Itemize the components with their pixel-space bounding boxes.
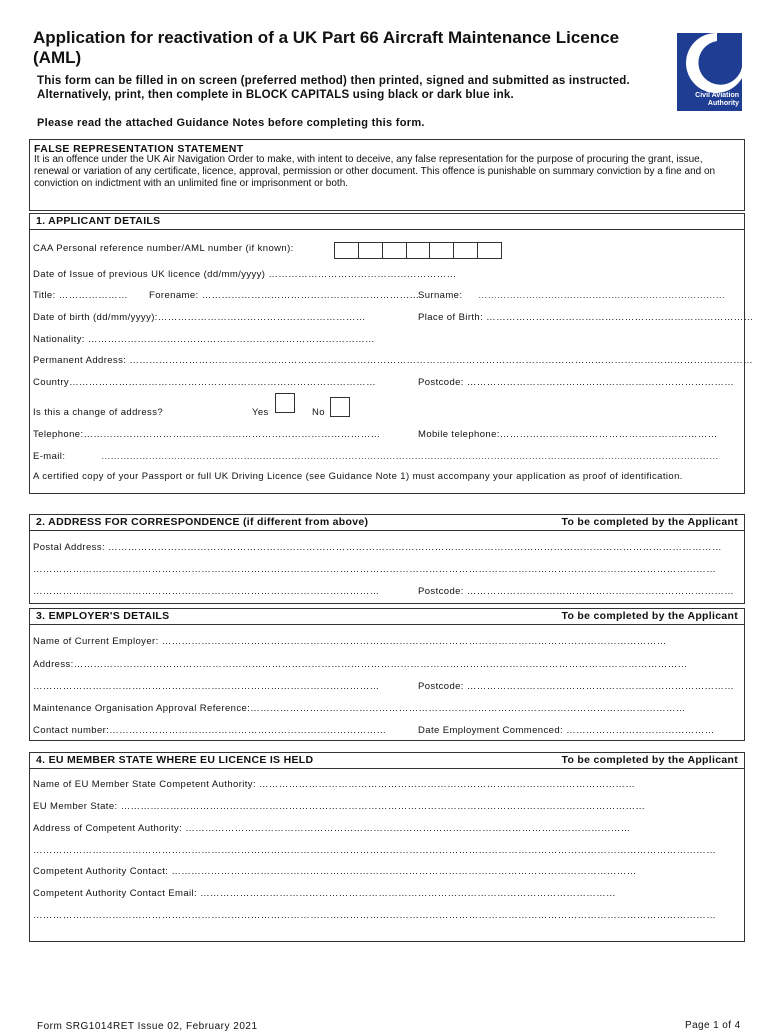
employer-postcode[interactable]: Postcode: ……………………………………………………………………… bbox=[418, 681, 735, 692]
no-checkbox[interactable] bbox=[330, 397, 350, 417]
email-field[interactable]: …………………………………………………………………………………………………………………………………………………………………………… bbox=[101, 451, 719, 462]
caa-ref-label: CAA Personal reference number/AML number (if known): bbox=[33, 243, 294, 254]
telephone-field[interactable]: Telephone:……………………………………………………………………………… bbox=[33, 429, 381, 440]
country-field[interactable]: Country………………………………………………………………………………… bbox=[33, 377, 376, 388]
postal-address-field[interactable]: Postal Address: …………………………………………………………………………………………………………………………………………………………………… bbox=[33, 542, 722, 553]
eu-authority-field[interactable]: Name of EU Member State Competent Authority: …………………………………………………………………………………………………… bbox=[33, 779, 636, 790]
postal-address-line2[interactable]: ……………………………………………………………………………………………………………………………………………………………………………………… bbox=[33, 564, 717, 575]
page-title: Application for reactivation of a UK Part 66 Aircraft Maintenance Licence (AML) bbox=[33, 28, 620, 67]
guidance-note: Please read the attached Guidance Notes before completing this form. bbox=[37, 117, 425, 129]
authority-address-field[interactable]: Address of Competent Authority: ……………………………………………………………………………………………………………………… bbox=[33, 823, 631, 834]
nationality-field[interactable]: Nationality: …………………………………………………………………………… bbox=[33, 334, 375, 345]
intro-text: This form can be filled in on screen (preferred method) then printed, signed and submitted as instructed. Alternatively, print, then complete in BLOCK CAPITALS using black or dark blue ink. bbox=[37, 75, 630, 101]
correspondence-heading: 2. ADDRESS FOR CORRESPONDENCE (if different from above) To be completed by the Applicant bbox=[30, 515, 744, 531]
employer-name-field[interactable]: Name of Current Employer: ……………………………………………………………………………………………………………………………………… bbox=[33, 636, 667, 647]
postal-address-line3[interactable]: …………………………………………………………………………………………… bbox=[33, 586, 380, 597]
forename-field[interactable]: Forename: ………………………………………………………… bbox=[149, 290, 420, 301]
form-reference: Form SRG1014RET Issue 02, February 2021 bbox=[37, 1021, 258, 1032]
eu-member-state-field[interactable]: EU Member State: …………………………………………………………………………………………………………………………………………… bbox=[33, 801, 646, 812]
email-label: E-mail: bbox=[33, 451, 66, 462]
mobile-field[interactable]: Mobile telephone:………………………………………………………… bbox=[418, 429, 718, 440]
logo-text: Civil Aviation Authority bbox=[695, 92, 739, 107]
employer-address-field[interactable]: Address:…………………………………………………………………………………………………………………………………………………………………… bbox=[33, 659, 688, 670]
no-label: No bbox=[312, 407, 325, 418]
eu-heading: 4. EU MEMBER STATE WHERE EU LICENCE IS HELD To be completed by the Applicant bbox=[30, 753, 744, 769]
false-rep-text: It is an offence under the UK Air Navigation Order to make, with intent to deceive, any false representation for the purpose of procuring the grant, issue, renewal or variation of any certificate, licence, approval, permission or other document. This offence is punishable on summary conviction by a fine and on conviction on indictment with an unlimited fine or imprisonment or both. bbox=[34, 154, 716, 189]
contact-number-field[interactable]: Contact number:………………………………………………………………………… bbox=[33, 725, 387, 736]
yes-label: Yes bbox=[252, 407, 269, 418]
authority-line3[interactable]: ……………………………………………………………………………………………………………………………………………………………………………………… bbox=[33, 910, 717, 921]
false-representation-box bbox=[29, 139, 745, 211]
eu-completed-by: To be completed by the Applicant bbox=[561, 754, 738, 766]
employer-address-line2[interactable]: …………………………………………………………………………………………… bbox=[33, 681, 380, 692]
moa-reference-field[interactable]: Maintenance Organisation Approval Reference:…………………………………………………………………………………………………………………… bbox=[33, 703, 686, 714]
page-number: Page 1 of 4 bbox=[685, 1020, 741, 1031]
applicant-heading: 1. APPLICANT DETAILS bbox=[30, 214, 744, 230]
authority-email-field[interactable]: Competent Authority Contact Email: ……………………………………………………………………………………………………………… bbox=[33, 888, 616, 899]
correspondence-completed-by: To be completed by the Applicant bbox=[561, 516, 738, 528]
postcode-field[interactable]: Postcode: ……………………………………………………………………… bbox=[418, 377, 735, 388]
change-address-label: Is this a change of address? bbox=[33, 407, 164, 418]
pob-field[interactable]: Place of Birth: ……………………………………………………………………… bbox=[418, 312, 754, 323]
surname-label: Surname: bbox=[418, 290, 463, 301]
surname-field[interactable]: …………………………………………………………………… bbox=[478, 290, 725, 301]
permanent-address-field[interactable]: Permanent Address: ……………………………………………………………………………………………………………………………………………………………………… bbox=[33, 355, 754, 366]
title-field[interactable]: Title: ………………… bbox=[33, 290, 128, 301]
correspondence-postcode[interactable]: Postcode: ……………………………………………………………………… bbox=[418, 586, 735, 597]
certified-copy-note: A certified copy of your Passport or full UK Driving Licence (see Guidance Note 1) must accompany your application as proof of identification. bbox=[33, 471, 683, 482]
dob-field[interactable]: Date of birth (dd/mm/yyyy):……………………………………………………… bbox=[33, 312, 366, 323]
employer-heading: 3. EMPLOYER'S DETAILS To be completed by the Applicant bbox=[30, 609, 744, 625]
authority-contact-field[interactable]: Competent Authority Contact: …………………………………………………………………………………………………………………………… bbox=[33, 866, 637, 877]
employer-completed-by: To be completed by the Applicant bbox=[561, 610, 738, 622]
date-employment-field[interactable]: Date Employment Commenced: ……………………………………… bbox=[418, 725, 715, 736]
employer-section bbox=[29, 608, 745, 741]
false-rep-heading: FALSE REPRESENTATION STATEMENT bbox=[34, 143, 244, 155]
authority-address-line2[interactable]: ……………………………………………………………………………………………………………………………………………………………………………………… bbox=[33, 845, 717, 856]
date-issue-field[interactable]: Date of Issue of previous UK licence (dd/mm/yyyy) ………………………………………………… bbox=[33, 269, 457, 280]
yes-checkbox[interactable] bbox=[275, 393, 295, 413]
caa-ref-input[interactable] bbox=[334, 242, 502, 259]
caa-logo bbox=[677, 33, 742, 111]
